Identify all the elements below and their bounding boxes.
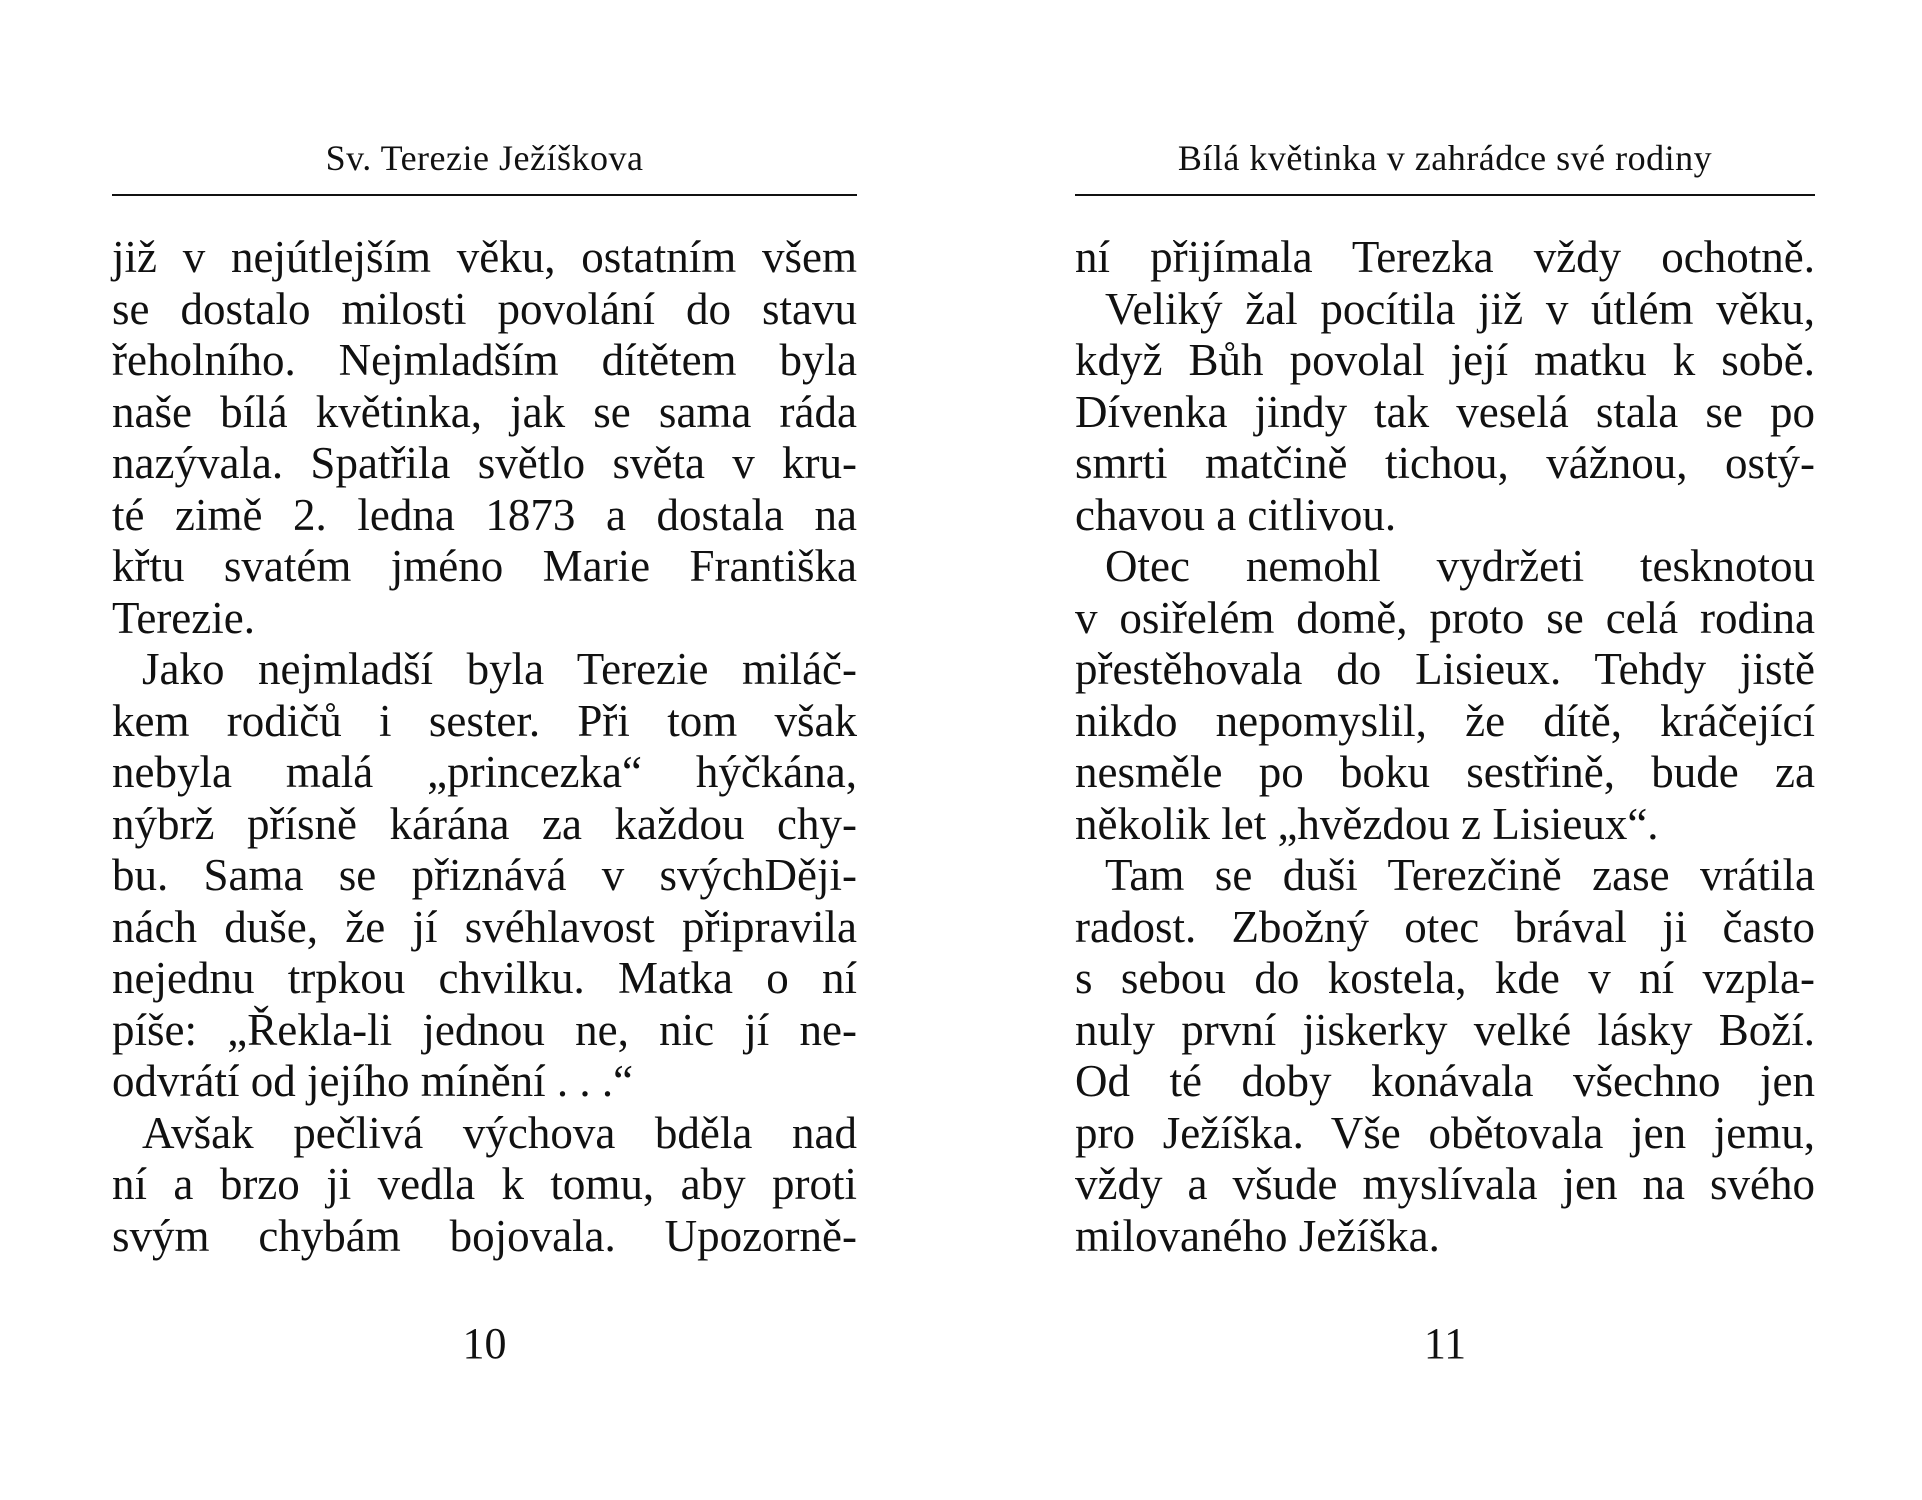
text-line: té zimě 2. ledna 1873 a dostala na <box>112 489 857 540</box>
text-line: v osiřelém domě, proto se celá rodina <box>1075 592 1815 643</box>
page-number-right: 11 <box>1423 1319 1467 1368</box>
text-line: chavou a citlivou. <box>1075 489 1397 540</box>
head-rule-right <box>1075 194 1815 196</box>
text-line: ní a brzo ji vedla k tomu, aby proti <box>112 1159 857 1209</box>
text-line: již v nejútlejším věku, ostatním všem <box>112 232 857 282</box>
text-line: nesměle po boku sestřině, bude za <box>1075 747 1815 797</box>
text-line: odvrátí od jejího mínění . . .“ <box>112 1056 634 1106</box>
text-line: Od té doby konávala všechno jen <box>1075 1056 1815 1106</box>
running-head-left: Sv. Terezie Ježíškova <box>325 138 644 178</box>
text-line: když Bůh povolal její matku k sobě. <box>1075 335 1815 385</box>
text-line: Avšak pečlivá výchova bděla nad <box>142 1107 857 1158</box>
text-line: Tam se duši Terezčině zase vrátila <box>1105 850 1815 900</box>
text-line: Jako nejmladší byla Terezie miláč- <box>142 644 857 694</box>
text-line: pro Ježíška. Vše obětovala jen jemu, <box>1075 1107 1815 1158</box>
body-text-right <box>1075 232 1815 1262</box>
text-line: křtu svatém jméno Marie Františka <box>112 541 857 591</box>
text-line: Otec nemohl vydržeti tesknotou <box>1105 541 1815 591</box>
text-line: nazývala. Spatřila světlo světa v kru- <box>112 438 857 488</box>
text-line: ní přijímala Terezka vždy ochotně. <box>1075 232 1815 282</box>
text-line: nikdo nepomyslil, že dítě, kráčející <box>1075 695 1815 746</box>
text-line: bu. Sama se přiznává v svýchDěji- <box>112 850 857 900</box>
text-line: radost. Zbožný otec brával ji často <box>1075 901 1815 952</box>
text-line: naše bílá květinka, jak se sama ráda <box>112 386 857 437</box>
head-rule-left <box>112 194 857 196</box>
text-line: kem rodičů i sester. Při tom však <box>112 695 857 746</box>
body-text-left <box>112 232 857 1262</box>
page-number-left: 10 <box>462 1319 507 1368</box>
right-page <box>1075 0 1815 1500</box>
text-line: Dívenka jindy tak veselá stala se po <box>1075 386 1815 437</box>
running-head-right: Bílá květinka v zahrádce své rodiny <box>1177 138 1713 178</box>
text-line: píše: „Řekla-li jednou ne, nic jí ne- <box>112 1004 857 1055</box>
text-line: milovaného Ježíška. <box>1075 1210 1440 1261</box>
text-line: smrti matčině tichou, vážnou, ostý- <box>1075 438 1815 488</box>
text-line: nejednu trpkou chvilku. Matka o ní <box>112 953 857 1003</box>
text-line: nuly první jiskerky velké lásky Boží. <box>1075 1004 1815 1055</box>
text-line: několik let „hvězdou z Lisieux“. <box>1075 798 1659 849</box>
text-line: přestěhovala do Lisieux. Tehdy jistě <box>1075 644 1815 694</box>
text-line: nýbrž přísně kárána za každou chy- <box>112 798 857 849</box>
text-line: s sebou do kostela, kde v ní vzpla- <box>1075 953 1815 1003</box>
text-line: se dostalo milosti povolání do stavu <box>112 283 857 334</box>
text-line: nách duše, že jí svéhlavost připravila <box>112 901 857 952</box>
text-line: vždy a všude myslívala jen na svého <box>1075 1159 1815 1209</box>
text-line: Terezie. <box>112 592 255 643</box>
text-line: nebyla malá „princezka“ hýčkána, <box>112 747 857 797</box>
text-line: svým chybám bojovala. Upozorně- <box>112 1210 857 1261</box>
text-line: Veliký žal pocítila již v útlém věku, <box>1105 283 1815 334</box>
text-line: řeholního. Nejmladším dítětem byla <box>112 335 857 385</box>
left-page <box>112 0 857 1500</box>
